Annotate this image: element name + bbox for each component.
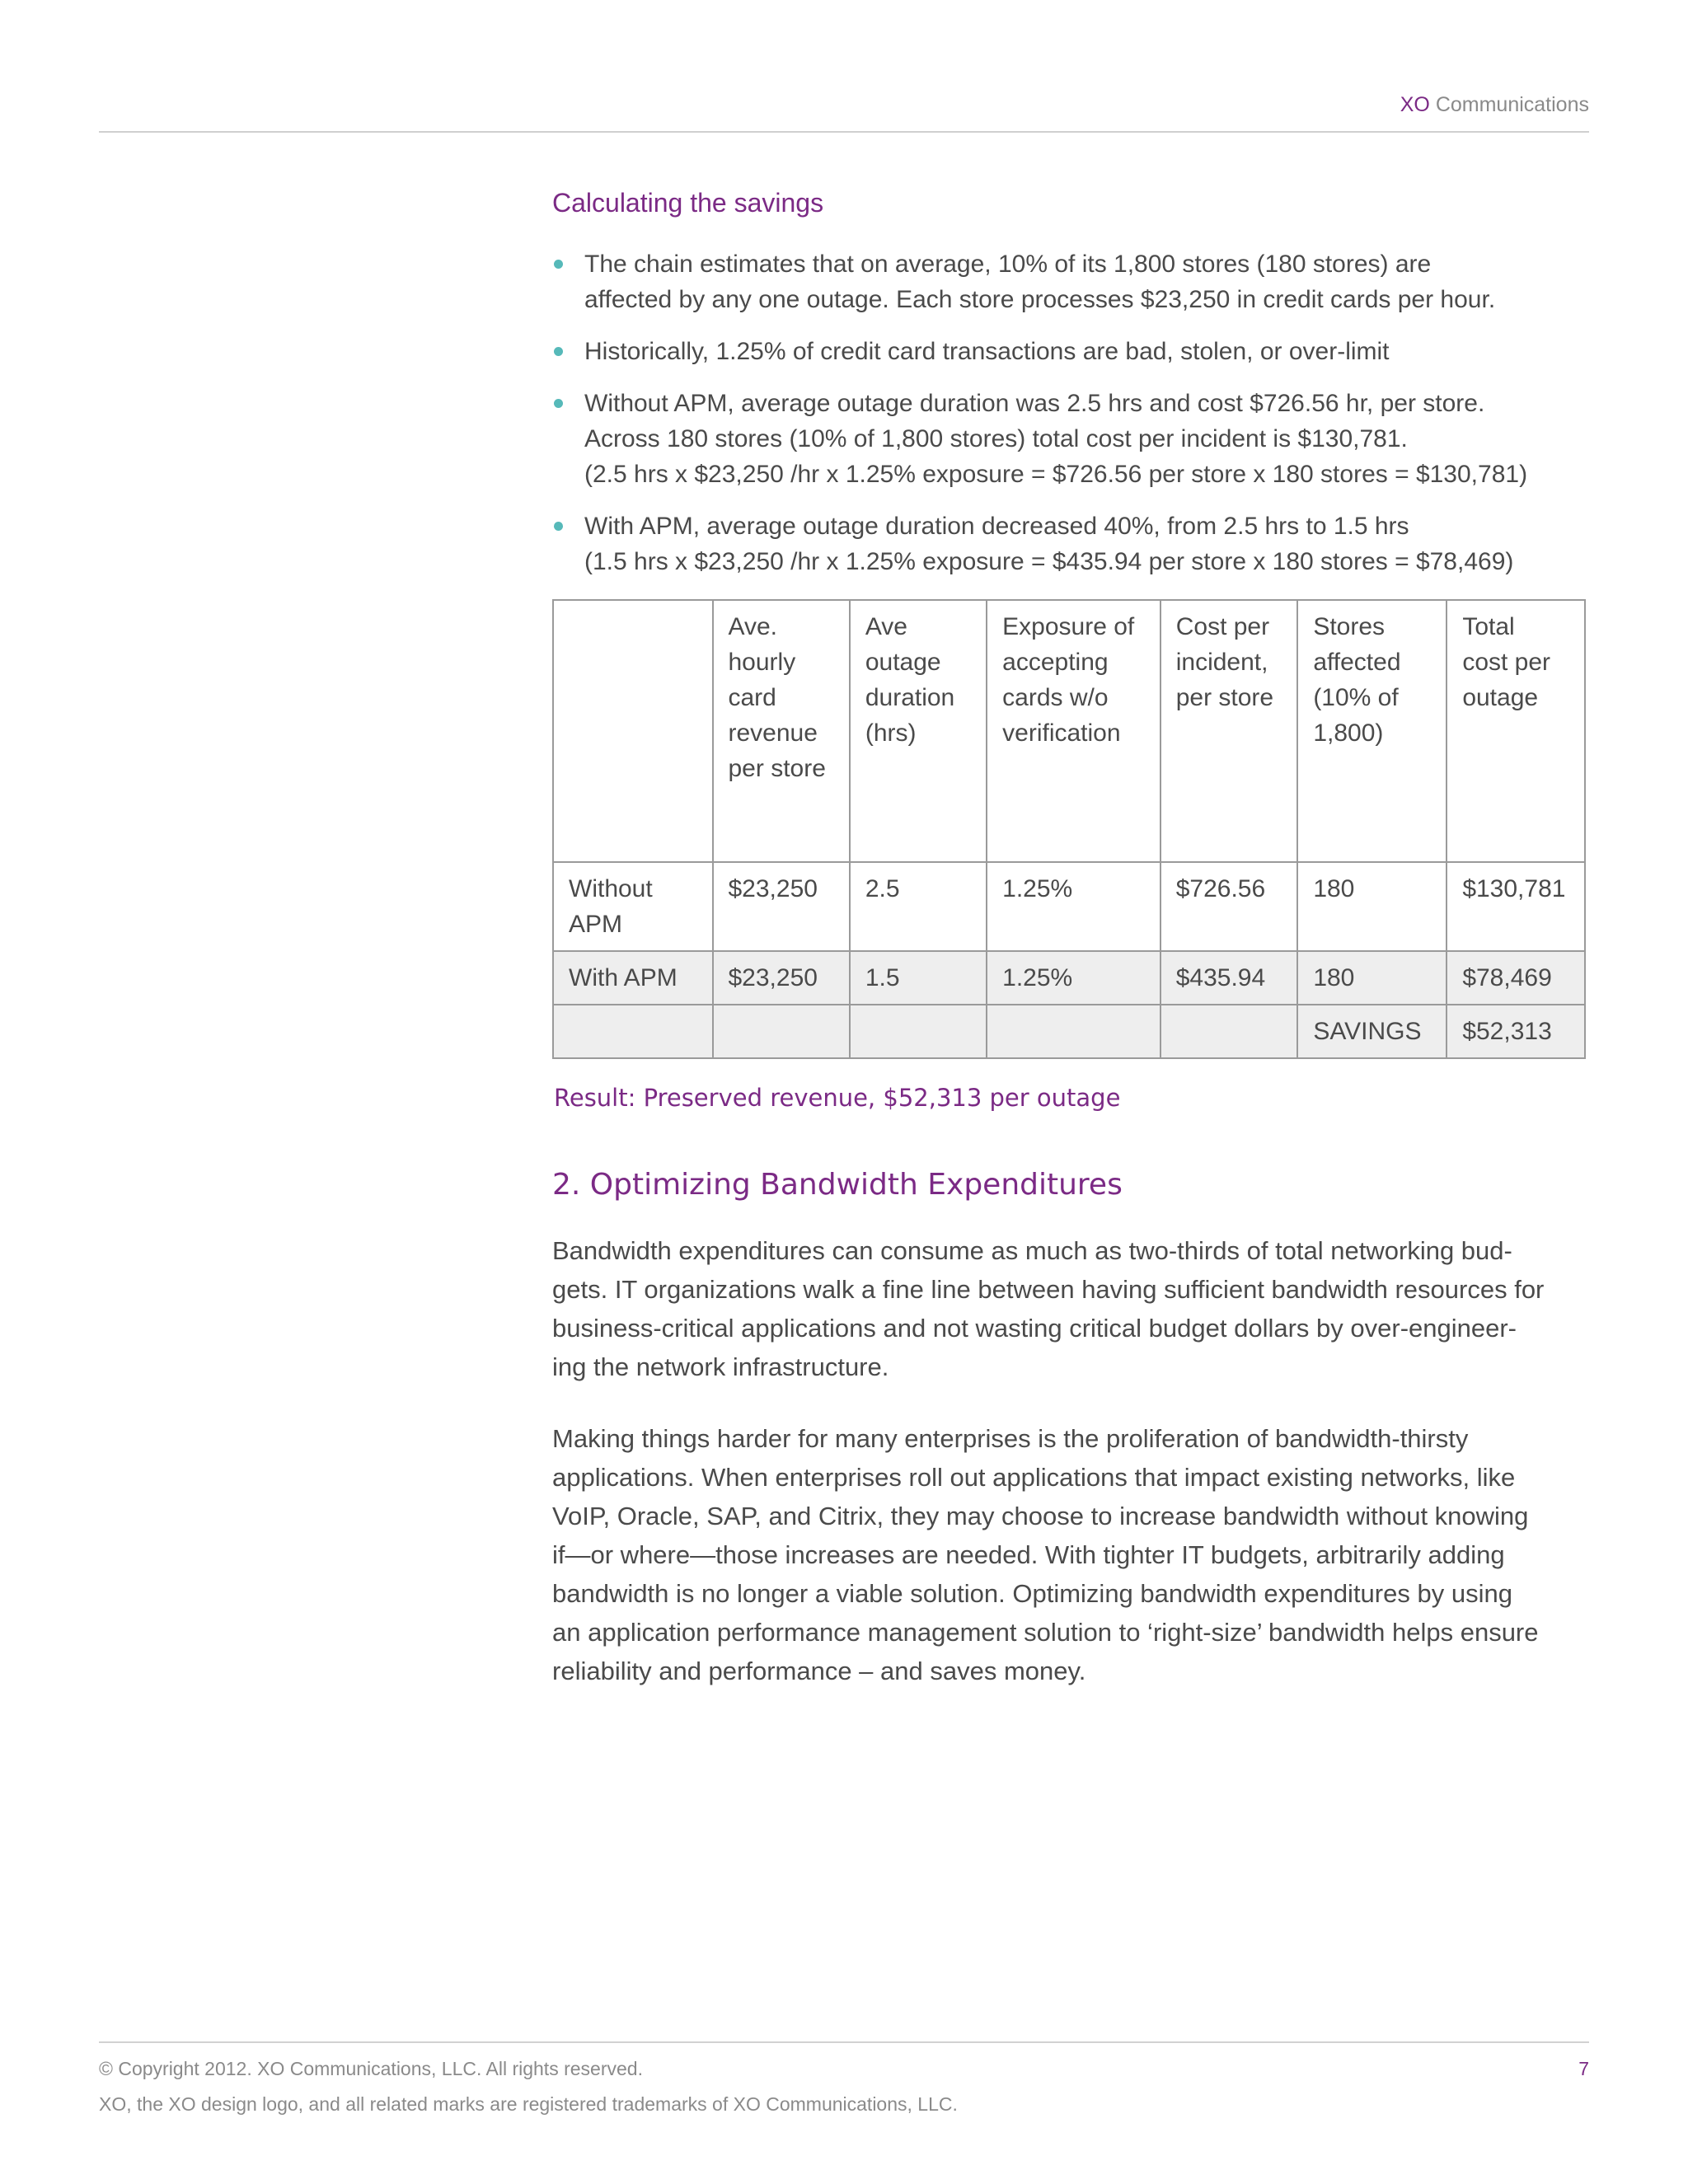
table-cell: 1.25% [987, 862, 1160, 951]
header-divider [99, 131, 1589, 133]
savings-title: Calculating the savings [552, 188, 824, 218]
header-text: outage [865, 649, 941, 676]
paragraph-line: VoIP, Oracle, SAP, and Citrix, they may choose to increase bandwidth without knowing [552, 1502, 1529, 1530]
savings-table [552, 599, 1586, 1059]
paragraph [552, 1231, 1591, 1386]
table-row [553, 862, 1585, 951]
table-cell: $78,469 [1447, 951, 1585, 1005]
header-text: Exposure of [1002, 613, 1135, 640]
paragraph-line: reliability and performance – and saves money. [552, 1657, 1086, 1685]
paragraph-line: business-critical applications and not wasting critical budget dollars by over-engineer- [552, 1314, 1517, 1343]
header-text: cost per [1462, 649, 1551, 676]
bullet-dot-icon [554, 347, 563, 356]
footer-copyright: © Copyright 2012. XO Communications, LLC. All rights reserved. [99, 2058, 643, 2079]
brand-name: Communications [1435, 93, 1589, 116]
footer-divider [99, 2041, 1589, 2043]
table-cell [987, 1005, 1160, 1058]
table-cell: $130,781 [1447, 862, 1585, 951]
bullet-line: Without APM, average outage duration was 2.5 hrs and cost $726.56 hr, per store. [584, 390, 1485, 417]
bullet-line: (2.5 hrs x $23,250 /hr x 1.25% exposure = $726.56 per store x 180 stores = $130,781) [584, 461, 1528, 488]
bullet-line: Historically, 1.25% of credit card transactions are bad, stolen, or over-limit [584, 338, 1390, 365]
bullet-dot-icon [554, 260, 563, 269]
paragraph-line: ing the network infrastructure. [552, 1352, 889, 1381]
table-header-cell [987, 600, 1160, 862]
section-heading: 2. Optimizing Bandwidth Expenditures [552, 1168, 1123, 1202]
table-cell: Without APM [553, 862, 713, 951]
bullet-line: Across 180 stores (10% of 1,800 stores) total cost per incident is $130,781. [584, 425, 1408, 452]
table-cell: $23,250 [713, 862, 850, 951]
paragraph-line: Bandwidth expenditures can consume as much as two-thirds of total networking bud- [552, 1236, 1512, 1265]
table-header-cell [1297, 600, 1447, 862]
table-header-row [553, 600, 1585, 862]
bullet-dot-icon [554, 522, 563, 531]
bullet-item [552, 334, 1591, 369]
bullet-line: With APM, average outage duration decreased 40%, from 2.5 hrs to 1.5 hrs [584, 513, 1409, 540]
header-text: Cost per [1175, 613, 1270, 640]
table-cell [850, 1005, 987, 1058]
paragraph-line: Making things harder for many enterprises is the proliferation of bandwidth-thirsty [552, 1424, 1469, 1453]
bullet-item [552, 509, 1591, 579]
bullet-line: affected by any one outage. Each store processes $23,250 in credit cards per hour. [584, 286, 1496, 313]
header-text: Total [1462, 613, 1515, 640]
header-text: revenue [728, 719, 818, 747]
table-header-cell [850, 600, 987, 862]
table-cell: 1.5 [850, 951, 987, 1005]
page-header [1400, 93, 1589, 117]
table-header-cell [553, 600, 713, 862]
bullet-dot-icon [554, 399, 563, 408]
table-cell [1160, 1005, 1298, 1058]
table-cell [553, 1005, 713, 1058]
bullet-item [552, 246, 1591, 317]
table-cell [713, 1005, 850, 1058]
footer-trademark: XO, the XO design logo, and all related marks are registered trademarks of XO Communications, LLC. [99, 2093, 958, 2115]
header-text: hourly [728, 649, 796, 676]
bullet-item [552, 386, 1591, 492]
paragraph-line: applications. When enterprises roll out applications that impact existing networks, like [552, 1463, 1516, 1492]
table-header-cell [1160, 600, 1298, 862]
table-cell: SAVINGS [1297, 1005, 1447, 1058]
table-cell: $52,313 [1447, 1005, 1585, 1058]
page-number: 7 [1578, 2058, 1589, 2079]
header-text: Ave [865, 613, 907, 640]
table-cell: With APM [553, 951, 713, 1005]
table-cell: $435.94 [1160, 951, 1298, 1005]
paragraph-line: gets. IT organizations walk a fine line between having sufficient bandwidth resources for [552, 1275, 1545, 1304]
header-text: cards w/o [1002, 684, 1109, 711]
header-text: (10% of [1313, 684, 1399, 711]
paragraph-line: bandwidth is no longer a viable solution. Optimizing bandwidth expenditures by using [552, 1579, 1512, 1608]
table-header-cell [1447, 600, 1585, 862]
table-row [553, 951, 1585, 1005]
table-cell: 1.25% [987, 951, 1160, 1005]
bullet-line: The chain estimates that on average, 10% of its 1,800 stores (180 stores) are [584, 251, 1432, 278]
header-text: affected [1313, 649, 1401, 676]
header-text: Ave. [728, 613, 777, 640]
table-cell: 180 [1297, 951, 1447, 1005]
bullet-line: (1.5 hrs x $23,250 /hr x 1.25% exposure = $435.94 per store x 180 stores = $78,469) [584, 548, 1514, 575]
table-cell: 180 [1297, 862, 1447, 951]
header-text: per store [1175, 684, 1274, 711]
header-text: duration [865, 684, 955, 711]
header-text: card [728, 684, 776, 711]
header-text: accepting [1002, 649, 1109, 676]
header-text: per store [728, 755, 826, 782]
brand-xo: XO [1400, 93, 1430, 116]
main-content [552, 188, 1591, 1723]
table-header-cell [713, 600, 850, 862]
paragraph-line: if—or where—those increases are needed. With tighter IT budgets, arbitrarily adding [552, 1540, 1505, 1569]
paragraph-line: an application performance management solution to ‘right-size’ bandwidth helps ensure [552, 1618, 1539, 1647]
paragraph [552, 1419, 1591, 1690]
table-cell: $726.56 [1160, 862, 1298, 951]
table-row [553, 1005, 1585, 1058]
table-cell: 2.5 [850, 862, 987, 951]
header-text: 1,800) [1313, 719, 1384, 747]
table-cell: $23,250 [713, 951, 850, 1005]
result-caption: Result: Preserved revenue, $52,313 per outage [554, 1084, 1121, 1112]
header-text: (hrs) [865, 719, 917, 747]
header-text: outage [1462, 684, 1539, 711]
savings-bullet-list [552, 246, 1591, 579]
header-text: incident, [1175, 649, 1268, 676]
header-text: verification [1002, 719, 1121, 747]
header-text: Stores [1313, 613, 1386, 640]
